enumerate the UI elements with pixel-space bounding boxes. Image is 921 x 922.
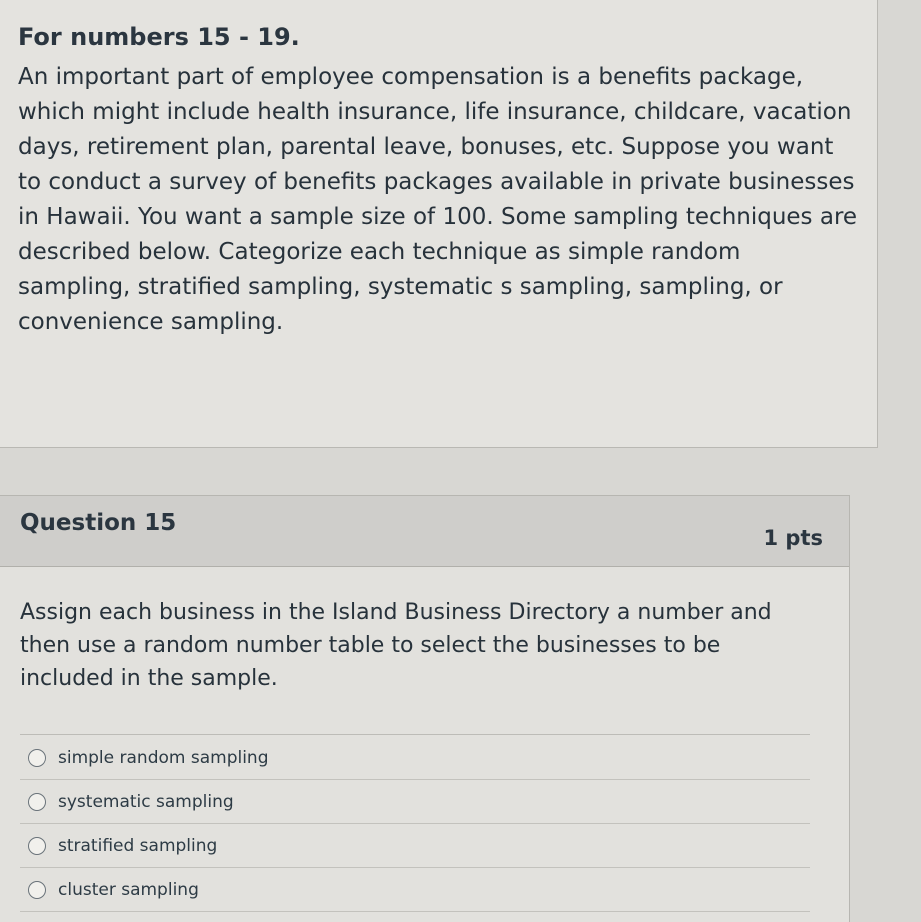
answer-list	[20, 736, 810, 912]
radio-button[interactable]	[28, 837, 46, 855]
question-header	[0, 496, 849, 567]
question-card	[0, 495, 850, 922]
answer-option-cluster[interactable]	[20, 868, 810, 912]
answer-label: systematic sampling	[58, 791, 234, 812]
answer-option-simple-random[interactable]	[20, 736, 810, 780]
instructions-text: An important part of employee compensation is a benefits package, which might include health insurance, life insurance, childcare, vacation days, retirement plan, parental leave, bonuses, etc. Suppose you want to conduct a survey of benefits packages available in private businesses in Hawaii. You want a sample size of 100. Some sampling techniques are described below. Categorize each technique as simple random sampling, stratified sampling, systematic s sampling, sampling, or convenience sampling.	[18, 64, 858, 335]
question-text: Assign each business in the Island Business Directory a number and then use a random number table to select the businesses to be included in the sample.	[20, 600, 772, 691]
answer-option-stratified[interactable]	[20, 824, 810, 868]
divider	[20, 734, 810, 735]
answer-label: simple random sampling	[58, 747, 269, 768]
instructions-heading: For numbers 15 - 19.	[18, 23, 300, 51]
radio-button[interactable]	[28, 749, 46, 767]
question-title: Question 15	[20, 510, 177, 536]
answer-label: cluster sampling	[58, 879, 199, 900]
radio-button[interactable]	[28, 793, 46, 811]
radio-button[interactable]	[28, 881, 46, 899]
answer-option-systematic[interactable]	[20, 780, 810, 824]
instructions-panel	[0, 0, 878, 448]
question-points: 1 pts	[763, 526, 823, 550]
answer-label: stratified sampling	[58, 835, 218, 856]
